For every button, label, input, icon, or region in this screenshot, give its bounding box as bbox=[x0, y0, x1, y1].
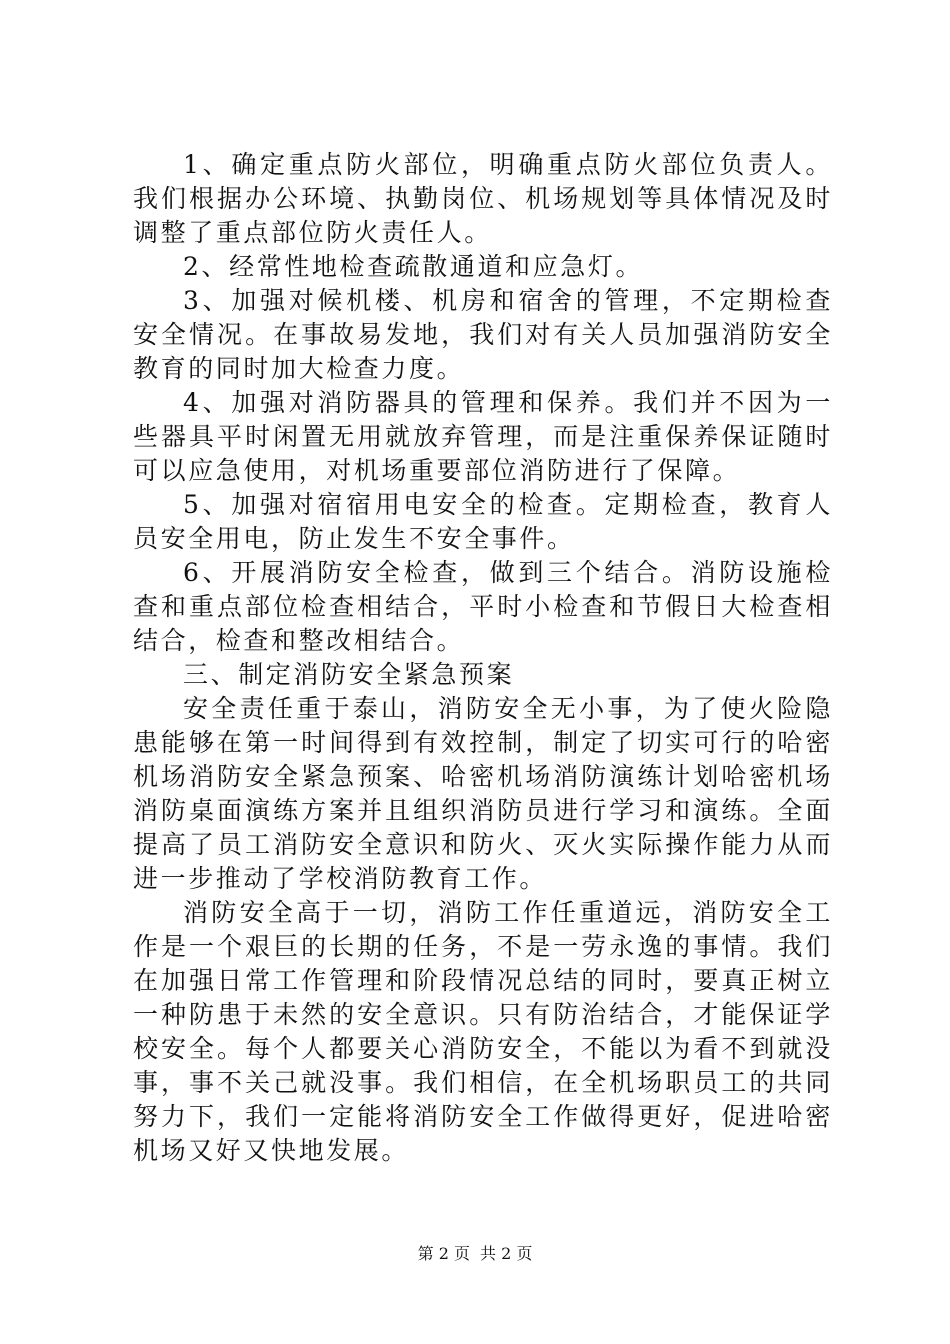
paragraph-emergency-plan: 安全责任重于泰山，消防安全无小事，为了使火险隐患能够在第一时间得到有效控制，制定了切实可行的哈密机场消防安全紧急预案、哈密机场消防演练计划哈密机场消防桌面演练方案并且组织消防员进行学习和演练。全面提高了员工消防安全意识和防火、灭火实际操作能力从而进一步推动了学校消防教育工作。 bbox=[133, 694, 833, 893]
section-heading: 三、制定消防安全紧急预案 bbox=[183, 660, 515, 689]
paragraph-item-3: 3、加强对候机楼、机房和宿舍的管理，不定期检查安全情况。在事故易发地，我们对有关人员加强消防安全教育的同时加大检查力度。 bbox=[133, 286, 833, 383]
page-number-total: 共 2 页 bbox=[480, 1244, 533, 1263]
paragraph-item-2: 2、经常性地检查疏散通道和应急灯。 bbox=[183, 252, 644, 281]
paragraph-conclusion: 消防安全高于一切，消防工作任重道远，消防安全工作是一个艰巨的长期的任务，不是一劳永逸的事情。我们在加强日常工作管理和阶段情况总结的同时，要真正树立一种防患于未然的安全意识。只有防治结合，才能保证学校安全。每个人都要关心消防安全，不能以为看不到就没事，事不关己就没事。我们相信，在全机场职员工的共同努力下，我们一定能将消防安全工作做得更好，促进哈密机场又好又快地发展。 bbox=[133, 898, 833, 1165]
page-number-current: 第 2 页 bbox=[417, 1244, 470, 1263]
page-footer bbox=[0, 1244, 950, 1264]
paragraph-item-6: 6、开展消防安全检查，做到三个结合。消防设施检查和重点部位检查相结合，平时小检查和节假日大检查相结合，检查和整改相结合。 bbox=[133, 558, 833, 655]
paragraph-item-4: 4、加强对消防器具的管理和保养。我们并不因为一些器具平时闲置无用就放弃管理，而是注重保养保证随时可以应急使用，对机场重要部位消防进行了保障。 bbox=[133, 388, 833, 485]
paragraph-item-1: 1、确定重点防火部位，明确重点防火部位负责人。我们根据办公环境、执勤岗位、机场规划等具体情况及时调整了重点部位防火责任人。 bbox=[133, 150, 833, 247]
document-body bbox=[133, 148, 833, 1168]
paragraph-item-5: 5、加强对宿宿用电安全的检查。定期检查，教育人员安全用电，防止发生不安全事件。 bbox=[133, 490, 833, 553]
